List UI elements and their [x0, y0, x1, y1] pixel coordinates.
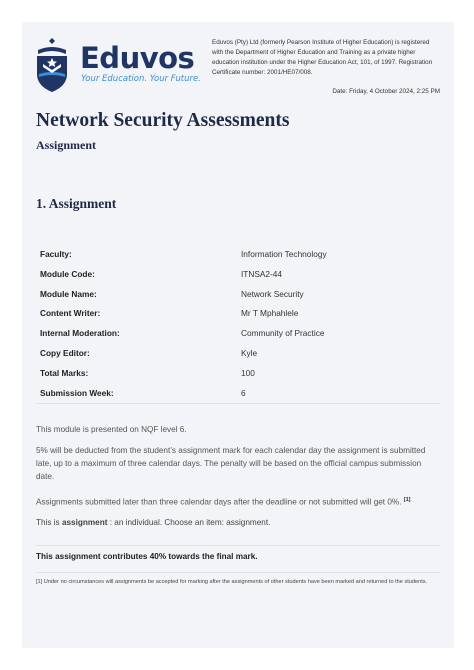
info-label: Submission Week: [40, 387, 114, 398]
module-info-table [36, 245, 440, 404]
assignment-type-prefix: This is [36, 518, 60, 527]
info-row-total-marks [36, 364, 440, 384]
info-value: Kyle [241, 347, 258, 358]
info-value: 100 [241, 367, 255, 378]
footnote-reference-link[interactable]: [1] [403, 497, 411, 503]
nqf-paragraph: This module is presented on NQF level 6. [36, 425, 187, 434]
late-submission-paragraph [36, 494, 436, 509]
info-label: Internal Moderation: [40, 328, 120, 339]
info-label: Copy Editor: [40, 347, 90, 358]
late-penalty-paragraph: 5% will be deducted from the student’s assignment mark for each calendar day the assignment is submitted late, up to a maximum of three calendar days. The penalty will be based on the official campus submission date. [36, 446, 426, 481]
info-label: Content Writer: [40, 308, 101, 319]
section-heading: 1. Assignment [36, 196, 117, 211]
info-value: Community of Practice [241, 328, 325, 339]
info-label: Module Code: [40, 268, 95, 279]
info-row-copy-editor [36, 344, 440, 364]
info-row-faculty [36, 245, 440, 265]
info-value: Information Technology [241, 249, 327, 259]
info-value: ITNSA2-44 [241, 268, 283, 279]
assignment-type-bold: assignment [61, 518, 108, 527]
footnote: [1] Under no circumstances will assignments be accepted for marking after the assignments of other students have been marked and returned to the students. [36, 572, 440, 588]
info-value: Mr T Mphahlele [241, 308, 299, 319]
document-page [22, 22, 454, 648]
late-submission-text: Assignments submitted later than three calendar days after the deadline or not submitted will get 0%. [36, 497, 402, 507]
info-value: 6 [241, 387, 246, 398]
contribution-statement: This assignment contributes 40% towards the final mark. [36, 545, 440, 561]
info-row-module-code [36, 265, 440, 285]
info-row-internal-moderation [36, 324, 440, 344]
info-row-submission-week [36, 384, 440, 404]
info-label: Faculty: [40, 249, 72, 259]
document-date: Date: Friday, 4 October 2024, 2:25 PM [332, 88, 440, 95]
brand-tagline: Your Education. Your Future. [81, 74, 201, 84]
assignment-type-paragraph [36, 516, 436, 529]
page-title: Network Security Assessments [36, 110, 290, 131]
info-row-module-name [36, 285, 440, 305]
info-value: Network Security [241, 288, 304, 299]
brand-name: Eduvos [80, 41, 195, 75]
page-subtitle: Assignment [36, 138, 97, 152]
assignment-type-suffix: : an individual. Choose an item: assignment. [109, 518, 271, 527]
eduvos-shield-icon [34, 36, 70, 94]
info-row-content-writer [36, 304, 440, 324]
registration-statement: Eduvos (Pty) Ltd (formerly Pearson Institute of Higher Education) is registered with the Department of Higher Education and Training as a private higher education institution under the Higher Education Act, 101, of 1997. Registration Certificate number: 2001/HE07/008. [212, 39, 433, 76]
info-label: Total Marks: [40, 367, 89, 378]
eduvos-logo [34, 36, 204, 96]
info-label: Module Name: [40, 288, 97, 299]
